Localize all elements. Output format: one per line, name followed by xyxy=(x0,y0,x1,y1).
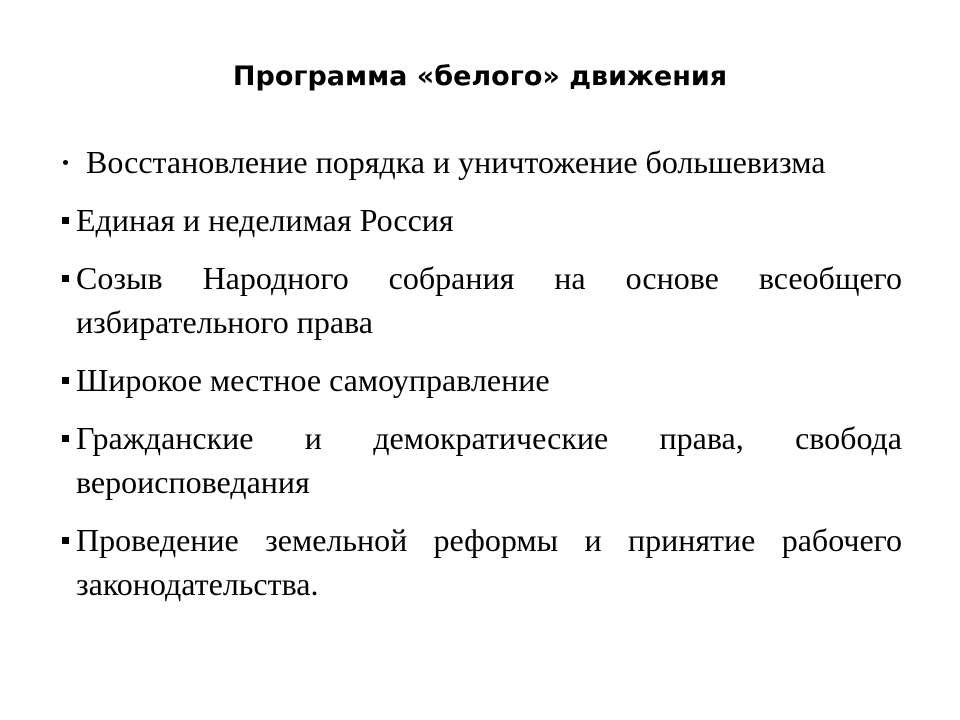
list-item xyxy=(56,416,902,504)
list-item xyxy=(56,358,902,402)
round-bullet-icon xyxy=(58,140,72,184)
list-item xyxy=(56,518,902,606)
square-bullet-icon xyxy=(58,518,72,562)
list-item-text: Широкое местное самоуправление xyxy=(76,362,550,398)
list-item xyxy=(56,140,902,184)
square-bullet-icon xyxy=(58,416,72,460)
list-item-text: Восстановление порядка и уничтожение большевизма xyxy=(86,144,826,180)
list-item-text: Проведение земельной реформы и принятие рабочего законодательства. xyxy=(76,522,902,602)
list-item-text: Единая и неделимая Россия xyxy=(76,202,454,238)
square-bullet-icon xyxy=(58,198,72,242)
list-item-text: Созыв Народного собрания на основе всеобщего избирательного права xyxy=(76,260,902,340)
slide-title: Программа «белого» движения xyxy=(232,61,728,92)
list-item xyxy=(56,256,902,344)
square-bullet-icon xyxy=(58,358,72,402)
square-bullet-icon xyxy=(58,256,72,300)
list-item xyxy=(56,198,902,242)
list-item-text: Гражданские и демократические права, свобода вероисповедания xyxy=(76,420,902,500)
bullet-list xyxy=(56,140,902,620)
